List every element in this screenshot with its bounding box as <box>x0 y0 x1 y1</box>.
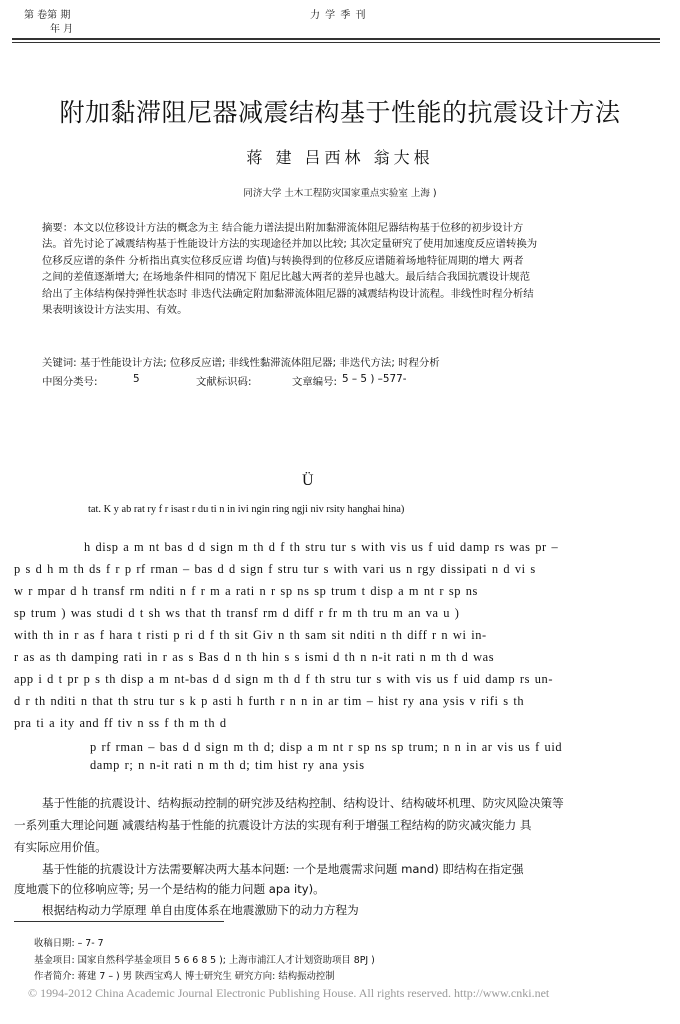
english-keywords-line: p rf rman – bas d d sign m th d; disp a m nt r sp ns sp trum; n n in ar vis us f uid <box>90 740 563 754</box>
english-affiliation: tat. K y ab rat ry f r isast r du ti n in ivi ngin ring ngji niv rsity hanghai hina) <box>88 504 405 515</box>
paper-title: 附加黏滞阻尼器减震结构基于性能的抗震设计方法 <box>59 98 621 127</box>
abstract-line: 位移反应谱的条件 分析指出真实位移反应谱 均值)与转换得到的位移反应谱随着场地特征周期的增大 两者 <box>42 254 524 267</box>
abstract-line: 果表明该设计方法实用、有效。 <box>42 304 188 317</box>
abstract-line: 法。首先讨论了减震结构基于性能设计方法的实现途径并加以比较; 其次定量研究了使用加速度反应谱转换为 <box>42 238 538 251</box>
english-keywords-line: damp r; n n-it rati n m th d; tim hist ry ana ysis <box>90 758 365 772</box>
clc-label: 中图分类号: <box>42 376 98 388</box>
english-abstract-line: pra ti a ity and ff tiv n ss f th m th d <box>14 716 227 730</box>
english-abstract-line: p s d h m th ds f r p rf rman – bas d d sign f stru tur s with vari us n rgy dissipati n d vi s <box>14 562 536 576</box>
english-abstract-line: sp trum ) was studi d t sh ws that th transf rm d diff r fr m th tru m an va u ) <box>14 606 460 620</box>
footnote-fund: 基金项目: 国家自然科学基金项目 5 6 6 8 5 ); 上海市浦江人才计划资助项目 8PJ ) <box>34 955 375 966</box>
journal-name: 力 学 季 刊 <box>310 10 367 21</box>
body-paragraph-line: 度地震下的位移响应等; 另一个是结构的能力问题 apa ity)。 <box>14 882 325 896</box>
body-paragraph-line: 根据结构动力学原理 单自由度体系在地震激励下的动力方程为 <box>42 903 359 917</box>
english-title-glyph: Ü <box>302 472 314 489</box>
date-label: 年 月 <box>50 24 74 35</box>
paper-affiliation: 同济大学 土木工程防灾国家重点实验室 上海 ) <box>243 188 437 199</box>
clc-value: 5 <box>133 373 140 385</box>
copyright-line: © 1994-2012 China Academic Journal Electronic Publishing House. All rights reserved. http://www.cnki.net <box>28 986 550 1000</box>
abstract-cn <box>42 220 642 318</box>
issue-label: 第 卷第 期 <box>24 10 71 21</box>
keywords-cn: 关键词: 基于性能设计方法; 位移反应谱; 非线性黏滞流体阻尼器; 非迭代方法; 时程分析 <box>42 357 440 369</box>
body-paragraph-line: 基于性能的抗震设计、结构振动控制的研究涉及结构控制、结构设计、结构破坏机理、防灾风险决策等 <box>42 796 564 810</box>
footnote-author: 作者简介: 蒋建 7 – ) 男 陕西宝鸡人 博士研究生 研究方向: 结构振动控制 <box>34 971 335 982</box>
english-abstract-line: w r mpar d h transf rm nditi n f r m a rati n r sp ns sp trum t disp a m nt r sp ns <box>14 584 478 598</box>
header-rule-thin <box>12 42 660 43</box>
header-rule-thick <box>12 38 660 40</box>
abstract-line: 给出了主体结构保持弹性状态时 非迭代法确定附加黏滞流体阻尼器的减震结构设计流程。非线性时程分析结 <box>42 287 534 300</box>
footnote-rule <box>14 921 224 922</box>
footnote-received: 收稿日期: – 7- 7 <box>34 938 104 949</box>
paper-authors: 蒋 建 吕西林 翁大根 <box>246 148 434 167</box>
article-no-value: 5 – 5 ) –577- <box>342 373 407 385</box>
doc-code-label: 文献标识码: <box>196 376 252 388</box>
body-paragraph-line: 有实际应用价值。 <box>14 840 107 854</box>
english-abstract-line: r as as th damping rati in r as s Bas d n th hin s s ismi d th n n-it rati n m th d was <box>14 650 495 664</box>
article-no-label: 文章编号: <box>292 376 338 388</box>
body-paragraph-line: 基于性能的抗震设计方法需要解决两大基本问题: 一个是地震需求问题 mand) 即结构在指定强 <box>42 862 524 876</box>
english-abstract-line: d r th nditi n that th stru tur s k p asti h furth r n n in ar tim – hist ry ana ysis v rifi s th <box>14 694 525 708</box>
english-abstract-line: with th in r as f hara t risti p ri d f th sit Giv n th sam sit nditi n th diff r n wi in- <box>14 628 487 642</box>
english-abstract-line: h disp a m nt bas d d sign m th d f th stru tur s with vis us f uid damp rs was pr – <box>84 540 559 554</box>
body-paragraph-line: 一系列重大理论问题 减震结构基于性能的抗震设计方法的实现有利于增强工程结构的防灾减灾能力 具 <box>14 818 532 832</box>
english-abstract-line: app i d t pr p s th disp a m nt-bas d d sign m th d f th stru tur s with vis us f uid damp rs un- <box>14 672 554 686</box>
abstract-line: 之间的差值逐渐增大; 在场地条件相同的情况下 阻尼比越大两者的差异也越大。最后结合我国抗震设计规范 <box>42 271 531 284</box>
abstract-line: 摘要：本文以位移设计方法的概念为主 结合能力谱法提出附加黏滞流体阻尼器结构基于位移的初步设计方 <box>42 222 524 234</box>
